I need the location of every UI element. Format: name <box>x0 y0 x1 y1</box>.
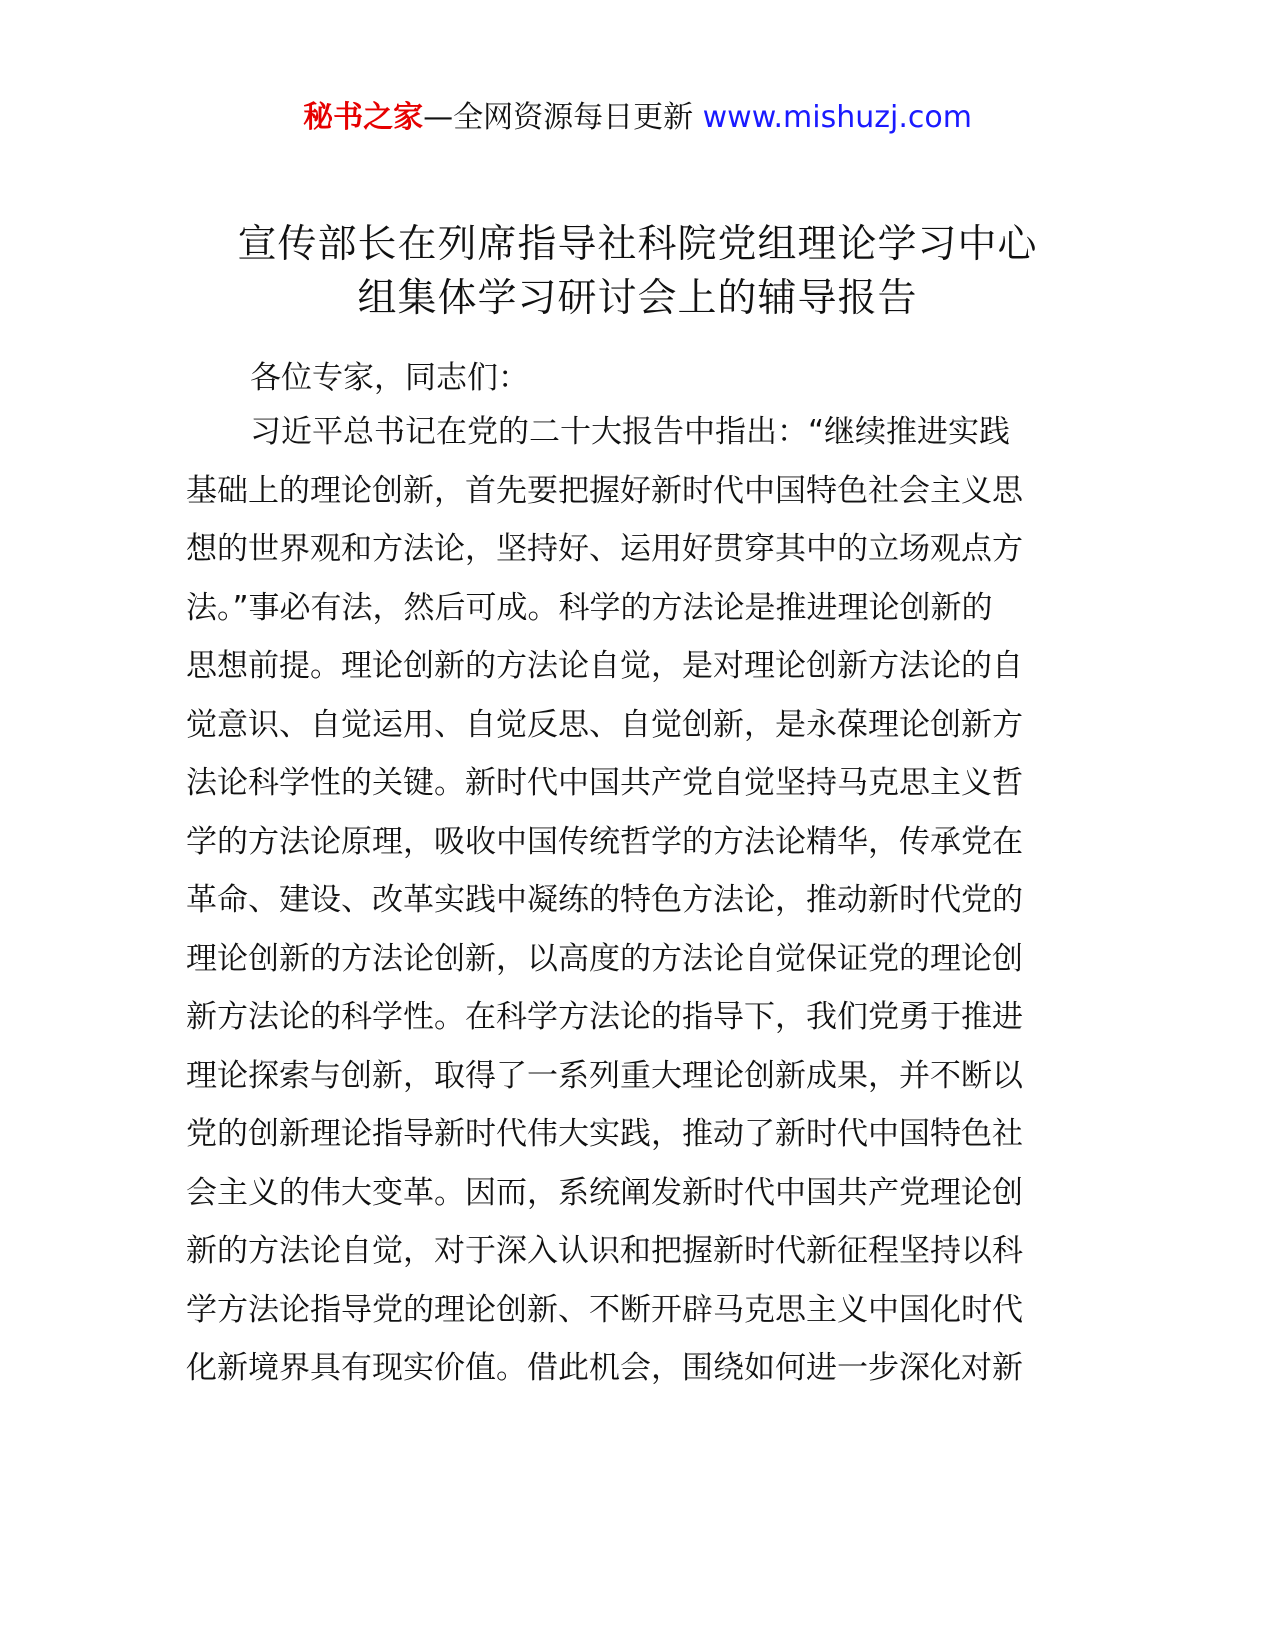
body-line: 新方法论的科学性。在科学方法论的指导下，我们党勇于推进 <box>186 999 1023 1035</box>
title-line-1: 宣传部长在列席指导社科院党组理论学习中心 <box>237 222 1038 267</box>
body-line: 法。”事必有法，然后可成。科学的方法论是推进理论创新的 <box>186 589 993 626</box>
body-line: 想的世界观和方法论，坚持好、运用好贯穿其中的立场观点方 <box>186 531 1023 567</box>
body-line: 思想前提。理论创新的方法论自觉，是对理论创新方法论的自 <box>186 648 1023 684</box>
body-line: 新的方法论自觉，对于深入认识和把握新时代新征程坚持以科 <box>186 1233 1023 1269</box>
body-line: 学方法论指导党的理论创新、不断开辟马克思主义中国化时代 <box>186 1291 1023 1328</box>
body-line: 党的创新理论指导新时代伟大实践，推动了新时代中国特色社 <box>186 1116 1023 1152</box>
body-line: 理论创新的方法论创新，以高度的方法论自觉保证党的理论创 <box>186 940 1023 977</box>
body-line: 学的方法论原理，吸收中国传统哲学的方法论精华，传承党在 <box>186 823 1023 860</box>
title-line-2: 组集体学习研讨会上的辅导报告 <box>357 276 918 321</box>
body-line: 习近平总书记在党的二十大报告中指出：“继续推进实践 <box>250 414 1011 450</box>
body-line: 会主义的伟大变革。因而，系统阐发新时代中国共产党理论创 <box>186 1174 1023 1211</box>
salutation: 各位专家，同志们： <box>250 360 529 396</box>
body-line: 觉意识、自觉运用、自觉反思、自觉创新，是永葆理论创新方 <box>186 706 1023 743</box>
document-title <box>150 218 1125 326</box>
body-line: 化新境界具有现实价值。借此机会，围绕如何进一步深化对新 <box>186 1350 1023 1386</box>
body-line: 理论探索与创新，取得了一系列重大理论创新成果，并不断以 <box>186 1057 1023 1094</box>
body-line: 法论科学性的关键。新时代中国共产党自觉坚持马克思主义哲 <box>186 765 1023 801</box>
body-line: 革命、建设、改革实践中凝练的特色方法论，推动新时代党的 <box>186 882 1023 918</box>
header-tagline: —全网资源每日更新 <box>423 100 694 135</box>
site-url-link[interactable]: www.mishuzj.com <box>702 100 972 135</box>
site-header <box>0 96 1275 140</box>
body-paragraph <box>186 403 1086 1398</box>
brand-name: 秘书之家 <box>303 100 424 135</box>
body-line: 基础上的理论创新，首先要把握好新时代中国特色社会主义思 <box>186 472 1023 509</box>
